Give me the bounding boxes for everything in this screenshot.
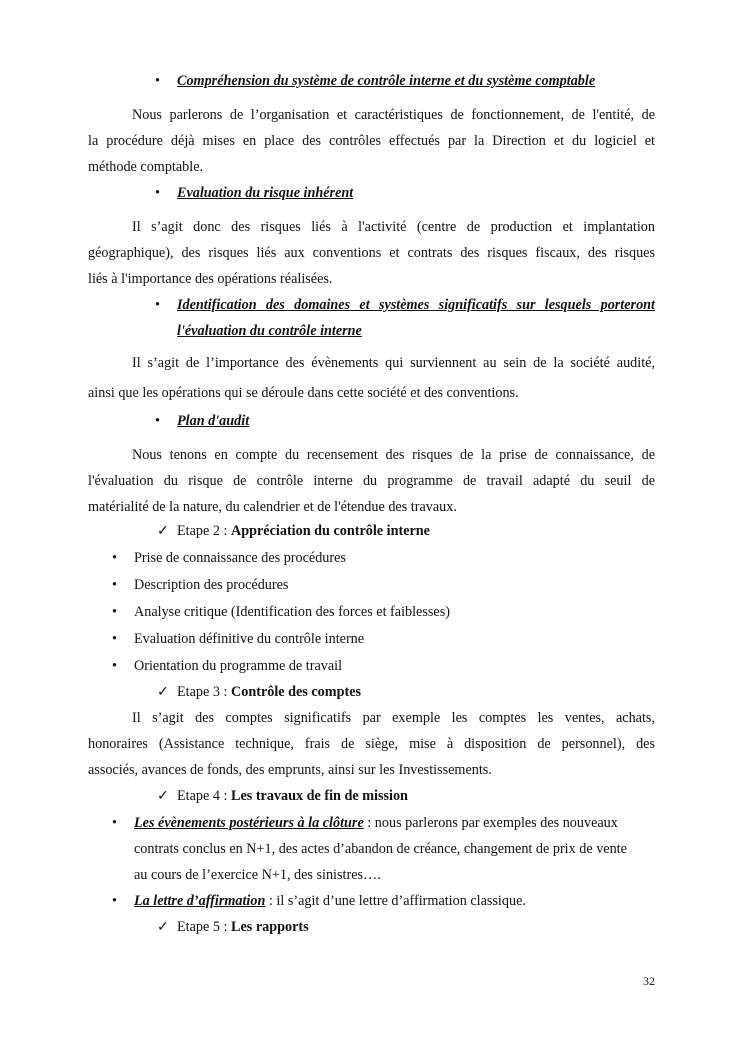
bullet-icon: •	[112, 658, 117, 674]
paragraph-line: la procédure déjà mises en place des contrôles effectués par la Direction et du logiciel et	[88, 133, 655, 149]
heading-text: Plan d'audit	[177, 413, 250, 429]
paragraph-line: honoraires (Assistance technique, frais de siège, mise à disposition de personnel), des	[88, 736, 655, 752]
heading-text: Evaluation du risque inhérent	[177, 185, 354, 201]
paragraph-line: liés à l'importance des opérations réalisées.	[88, 271, 333, 287]
paragraph-line: Nous parlerons de l’organisation et caractéristiques de fonctionnement, de l'entité, de	[132, 107, 655, 123]
bullet-icon: •	[155, 413, 160, 429]
bullet-icon: •	[155, 73, 160, 89]
bullet-icon: •	[112, 815, 117, 831]
checkmark-icon: ✓	[157, 523, 169, 539]
step-heading: ✓ Etape 4 : Les travaux de fin de mission	[157, 788, 408, 804]
paragraph-line: Il s’agit des comptes significatifs par exemple les comptes les ventes, achats,	[132, 710, 655, 726]
bullet-icon: •	[112, 550, 117, 566]
bullet-icon: •	[112, 577, 117, 593]
step-heading: ✓ Etape 5 : Les rapports	[157, 919, 309, 935]
document-page: • Compréhension du système de contrôle interne et du système comptable Nous parlerons de l’organisation et caractéristiques de fonctionnement, de l'entité, de la procédure déjà mises en place des contrôles effectués par la Direction et du logiciel et méthode comptable. • Evaluation du risque inhérent Il s’agit donc des risques liés à l'activité (centre de production et implantation géographique), des risques liés aux conventions et contrats des risques fiscaux, des risques liés à l'importance des opérations réalisées. • Identification des domaines et systèmes significatifs sur lesquels porteront l'évaluation du contrôle interne Il s’agit de l’importance des évènements qui surviennent au sein de la société audité, ainsi que les opérations qui se déroule dans cette société et des conventions. • Plan d'audit Nous tenons en compte du recensement des risques de la prise de connaissance, de l'évaluation du risque de contrôle interne du programme de travail adapté du seuil de matérialité de la nature, du calendrier et de l'étendue des travaux. ✓ Etape 2 : Appréciation du contrôle interne • Prise de connaissance des procédures • Description des procédures • Analyse critique (Identification des forces et faiblesses) • Evaluation définitive du contrôle interne • Orientation du programme de travail ✓ Etape 3 : Contrôle des comptes Il s’agit des comptes significatifs par exemple les comptes les ventes, achats, honoraires (Assistance technique, frais de siège, mise à disposition de personnel), des associés, avances de fonds, des emprunts, ainsi sur les Investissements. ✓ Etape 4 : Les travaux de fin de mission • Les évènements postérieurs à la clôture : nous parlerons par exemples des nouveaux contrats conclus en N+1, des actes d’abandon de créance, changement de prix de vente au cours de l’exercice N+1, des sinistres…. • La lettre d’affirmation : il s’agit d’une lettre d’affirmation classique. ✓ Etape 5 : Les rapports 32	[88, 73, 655, 988]
bullet-icon: •	[112, 604, 117, 620]
bullet-icon: •	[112, 893, 117, 909]
paragraph-line: Nous tenons en compte du recensement des risques de la prise de connaissance, de	[132, 447, 655, 463]
list-item-continued: contrats conclus en N+1, des actes d’abandon de créance, changement de prix de vente	[134, 841, 627, 857]
checkmark-icon: ✓	[157, 919, 169, 935]
paragraph-line: Il s’agit de l’importance des évènements qui surviennent au sein de la société audité,	[132, 355, 655, 371]
bullet-icon: •	[112, 631, 117, 647]
paragraph-line: méthode comptable.	[88, 159, 204, 175]
heading-text: Identification des domaines et systèmes significatifs sur lesquels porteront	[177, 297, 655, 313]
list-item-continued: au cours de l’exercice N+1, des sinistres….	[134, 867, 381, 883]
checkmark-icon: ✓	[157, 788, 169, 804]
paragraph-line: associés, avances de fonds, des emprunts, ainsi sur les Investissements.	[88, 762, 492, 778]
paragraph-line: matérialité de la nature, du calendrier et de l'étendue des travaux.	[88, 499, 457, 515]
paragraph-line: ainsi que les opérations qui se déroule dans cette société et des conventions.	[88, 385, 519, 401]
paragraph-line: l'évaluation du risque de contrôle interne du programme de travail adapté du seuil de	[88, 473, 655, 489]
bullet-icon: •	[155, 185, 160, 201]
heading-text: Compréhension du système de contrôle interne et du système comptable	[177, 73, 596, 89]
paragraph-line: Il s’agit donc des risques liés à l'activité (centre de production et implantation	[132, 219, 655, 235]
page-number: 32	[643, 974, 655, 988]
step-heading: ✓ Etape 3 : Contrôle des comptes	[157, 684, 362, 700]
bullet-icon: •	[155, 297, 160, 313]
paragraph-line: géographique), des risques liés aux conventions et contrats des risques fiscaux, des risques	[88, 245, 655, 261]
heading-text: l'évaluation du contrôle interne	[177, 323, 362, 339]
checkmark-icon: ✓	[157, 684, 169, 700]
step-heading: ✓ Etape 2 : Appréciation du contrôle interne	[157, 523, 430, 539]
